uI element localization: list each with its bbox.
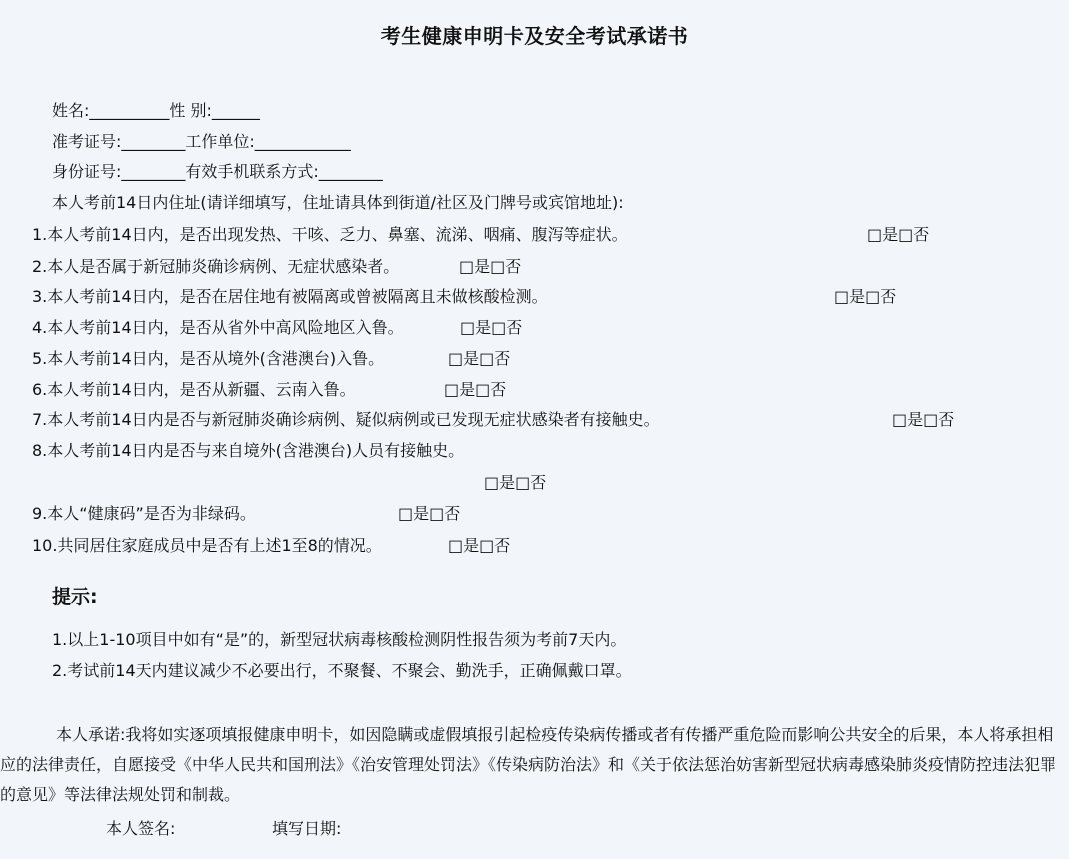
question-6-text: 6.本人考前14日内，是否从新疆、云南入鲁。 [32,380,356,399]
question-5-yes-no-checkbox[interactable]: □是□否 [448,349,511,368]
question-2-text: 2.本人是否属于新冠肺炎确诊病例、无症状感染者。 [32,257,400,276]
question-3-yes-no-checkbox[interactable]: □是□否 [834,287,897,306]
question-1-yes-no-checkbox[interactable]: □是□否 [867,225,930,244]
question-4-text: 4.本人考前14日内，是否从省外中高风险地区入鲁。 [32,318,404,337]
question-7-yes-no-checkbox[interactable]: □是□否 [892,410,955,429]
tip-item-2: 2.考试前14天内建议减少不必要出行，不聚餐、不聚会、勤洗手，正确佩戴口罩。 [52,661,632,680]
question-4-yes-no-checkbox[interactable]: □是□否 [460,318,523,337]
date-label: 填写日期: [272,819,342,838]
name-gender-field-row[interactable]: 姓名:__________性 别:______ [52,101,260,120]
question-8-yes-no-checkbox[interactable]: □是□否 [484,473,547,492]
question-7-text: 7.本人考前14日内是否与新冠肺炎确诊病例、疑似病例或已发现无症状感染者有接触史。 [32,410,660,429]
exam-number-employer-field-row[interactable]: 准考证号:________工作单位:____________ [52,132,351,151]
question-3-text: 3.本人考前14日内，是否在居住地有被隔离或曾被隔离且未做核酸检测。 [32,287,548,306]
pledge-paragraph: 本人承诺:我将如实逐项填报健康申明卡，如因隐瞒或虚假填报引起检疫传染病传播或者有传播严重危险而影响公共安全的后果，本人将承担相应的法律责任，自愿接受《中华人民共和国刑法》《治安管理处罚法》《传染病防治法》和《关于依法惩治妨害新型冠状病毒感染肺炎疫情防控违法犯罪的意见》等法律法规处罚和制裁。 [0,725,1057,804]
question-9-yes-no-checkbox[interactable]: □是□否 [398,504,461,523]
question-8-text: 8.本人考前14日内是否与来自境外(含港澳台)人员有接触史。 [32,441,465,460]
address-field-row[interactable]: 本人考前14日内住址(请详细填写，住址请具体到街道/社区及门牌号或宾馆地址): [52,193,624,212]
question-6-yes-no-checkbox[interactable]: □是□否 [444,380,507,399]
page-title: 考生健康申明卡及安全考试承诺书 [380,24,689,48]
signature-label: 本人签名: [106,819,176,838]
question-2-yes-no-checkbox[interactable]: □是□否 [459,257,522,276]
tip-item-1: 1.以上1-10项目中如有“是”的，新型冠状病毒核酸检测阴性报告须为考前7天内。 [52,630,627,649]
question-9-text: 9.本人“健康码”是否为非绿码。 [32,504,256,523]
id-phone-field-row[interactable]: 身份证号:________有效手机联系方式:________ [52,162,383,181]
question-10-text: 10.共同居住家庭成员中是否有上述1至8的情况。 [32,536,382,555]
question-5-text: 5.本人考前14日内，是否从境外(含港澳台)入鲁。 [32,349,385,368]
question-10-yes-no-checkbox[interactable]: □是□否 [448,536,511,555]
tips-heading: 提示: [52,586,98,608]
question-1-text: 1.本人考前14日内，是否出现发热、干咳、乏力、鼻塞、流涕、咽痛、腹泻等症状。 [32,225,628,244]
